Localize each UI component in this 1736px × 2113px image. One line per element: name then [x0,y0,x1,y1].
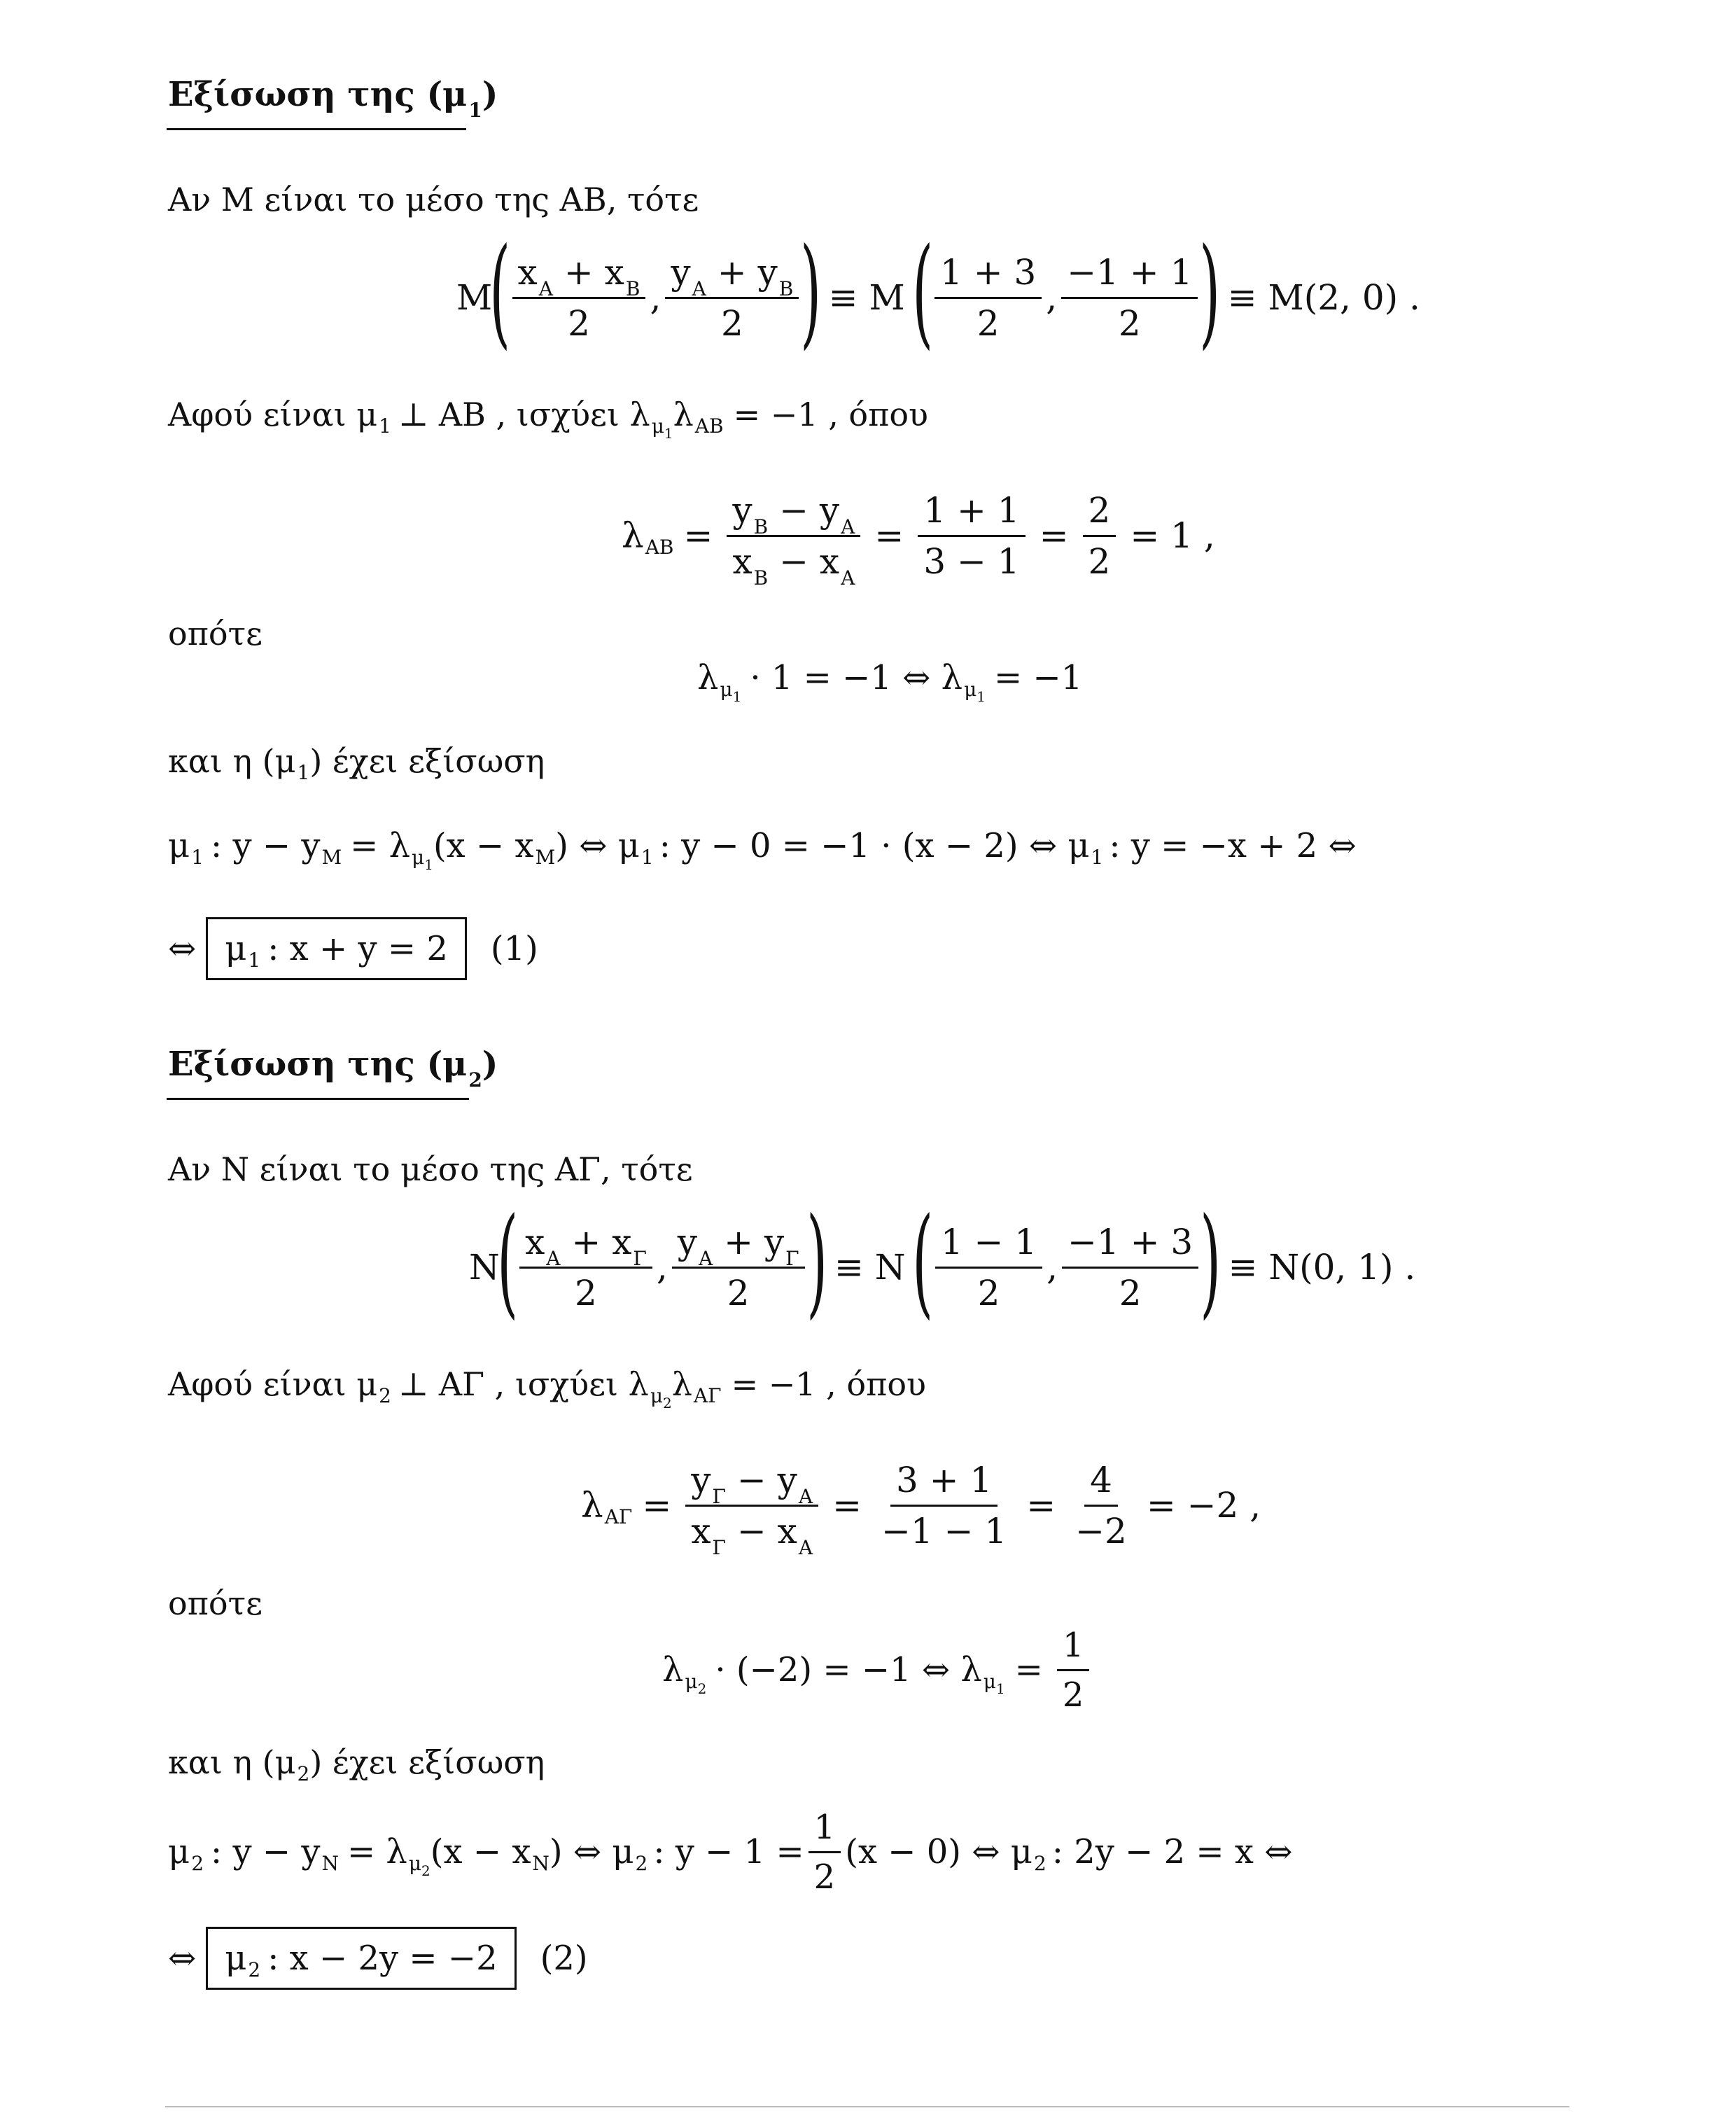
comma: , [656,1247,668,1288]
frac-num: $y_A + y_B$ [665,252,799,299]
midpoint-n-formula [469,1192,1425,1331]
frac-num: 1 + 1 [918,490,1025,537]
frac-den: 3 − 1 [923,541,1020,582]
frac-den: 2 [1118,302,1141,344]
heading-subscript: 1 [468,99,482,122]
kai-end: ) έχει εξίσωση [309,742,545,780]
line-c: (x − x [433,826,534,865]
slope-ab-formula [622,483,1225,588]
comma: , [1046,1247,1058,1288]
frac-den: 2 [1119,1272,1142,1313]
frac-num: $y_B - y_A$ [727,490,860,537]
frac-slope-simplified: $\frac{4}{-2}$ [1075,1459,1127,1551]
right-paren: ) [1200,1192,1222,1331]
opote-1: οπότε [168,615,262,653]
section-2-intro: Αν N είναι το μέσο της AΓ, τότε [168,1150,693,1188]
heading-subscript: 2 [468,1068,482,1092]
slope-result: = 1 , [1130,515,1215,556]
slope-result: = −2 , [1146,1485,1261,1526]
kai-mu2: και η (μ 2 ) έχει εξίσωση [168,1743,545,1785]
iff: ⇔ [168,929,197,968]
lam-eq-text: · 1 = −1 ⇔ λ [750,658,963,697]
perp-text: Αφού είναι μ [168,1365,378,1403]
equation-number: (2) [540,1939,588,1978]
midpoint-result: ≡ M(2, 0) . [1227,277,1420,318]
equiv-n: ≡ N [834,1247,906,1288]
perp-condition-2: Αφού είναι μ 2 ⊥ AΓ , ισχύει λ $\mu_2$ λ AΓ = −1 , όπου [168,1365,926,1411]
frac-slope-symbolic [685,1459,818,1559]
frac-num: −1 + 3 [1062,1222,1198,1269]
equals: = [683,515,713,556]
perp-tail: ⊥ AB , ισχύει λ [398,396,650,433]
mu2-line-derivation: μ 2 : y − y N = λ $\mu_2$ (x − x N ) ⇔ μ 2 : y − 1 = $\frac{1}{2}$ (x − 0) ⇔ μ 2 : 2y − 2 = x ⇔ [168,1807,1293,1897]
midpoint-result: ≡ N(0, 1) . [1228,1247,1416,1288]
sub-mu1: $\mu_1$ [964,677,986,705]
equals: = [874,515,904,556]
frac-den: 2 [727,1272,750,1313]
frac-num: 1 − 1 [935,1222,1042,1269]
frac-num: 2 [1083,490,1116,537]
comma: , [1046,277,1058,318]
frac-x-val [934,252,1042,344]
boxed-equation-1: μ 1 : x + y = 2 [206,917,467,980]
lambda-mu2-equation: λ $\mu_2$ · (−2) = −1 ⇔ λ $\mu_1$ = $\frac{1}{2}$ [662,1624,1093,1715]
frac-num: $y_\Gamma - y_A$ [685,1460,818,1507]
sub-a: A [538,277,553,300]
section-1-underline [167,128,466,130]
slope-ag-formula: λ AΓ = $\frac{y_\Gamma - y_A}{x_\Gamma - x_A}$ = $\frac{3 + 1}{-1 - 1}$ = $\frac{4}{-2}$ = −2 , [581,1459,1261,1559]
frac-num: −1 + 1 [1061,252,1198,299]
equation-number: (1) [490,929,538,968]
frac-num: $x_A + x_\Gamma$ [519,1222,652,1269]
frac-den: 2 [976,302,1000,344]
lam-eq-text: · (−2) = −1 ⇔ λ [715,1650,982,1689]
frac-num: $y_A + y_\Gamma$ [672,1222,805,1269]
frac-half: $\frac{1}{2}$ [808,1808,841,1897]
equals: = [1039,515,1069,556]
sub-1: 1 [297,760,310,784]
line-e: : y − 0 = −1 · (x − 2) ⇔ μ [659,826,1090,865]
frac-slope-values: $\frac{3 + 1}{-1 - 1}$ [881,1459,1007,1551]
lambda: λ [697,658,719,697]
frac-den: 2 [575,1272,597,1313]
kai-mu1 [168,742,545,784]
section-2-underline [167,1098,469,1100]
frac-x-mid [512,252,646,344]
line-b: = λ [350,826,411,865]
right-paren: ) [1199,223,1221,361]
frac-y-mid [665,252,799,344]
left-paren: ( [496,1192,518,1331]
sub-mu1: $\mu_1$ [720,677,742,705]
point-n: N [469,1247,500,1288]
frac-y-val [1061,252,1198,344]
sub-ab: AB [645,535,674,559]
section-1-heading [168,74,498,120]
sub-b: B [625,277,640,300]
right-paren: ) [806,1192,827,1331]
comma: , [650,277,662,318]
frac-y-val [1062,1222,1198,1313]
line-d: ) ⇔ μ [555,826,640,865]
boxed-equation-2: μ 2 : x − 2y = −2 [206,1927,516,1990]
frac-x-mid [519,1222,652,1313]
frac-den: $x_B - x_A$ [732,541,855,590]
lambda-mu1-equation [697,658,1083,705]
heading-text: Εξίσωση της (μ [168,75,468,114]
footer-rule [165,2106,1569,2107]
frac-num: $x_A + x_B$ [512,252,646,299]
equiv-m: ≡ M [828,277,905,318]
section-2-heading [168,1043,498,1090]
lambda: λ [622,515,644,556]
point-m: M [456,277,493,318]
frac-slope-symbolic [727,489,860,590]
mu1-line-derivation: μ 1 : y − y M = λ $\mu_1$ (x − x M ) ⇔ μ 1 : y − 0 = −1 · (x − 2) ⇔ μ 1 : y = −x + 2 ⇔ [168,826,1357,873]
line-a: : y − y [211,826,321,865]
frac-x-val [935,1222,1042,1313]
lambda: λ [673,396,694,433]
frac-slope-values [918,490,1025,582]
sub-b: B [778,277,794,300]
mu2-result: ⇔ μ 2 : x − 2y = −2 (2) [168,1927,588,1990]
midpoint-m-formula [456,223,1430,361]
perp-condition-1 [168,396,929,442]
left-paren: ( [911,223,933,361]
frac-den: 2 [720,302,743,344]
opote-2: οπότε [168,1584,262,1622]
sub-mu1: $\mu_1$ [651,414,673,442]
heading-close: ) [482,75,498,114]
heading-text: Εξίσωση της (μ [168,1045,468,1084]
lam-eq-result: = −1 [994,658,1083,697]
left-paren: ( [912,1192,934,1331]
frac-den: 2 [1088,541,1111,582]
perp-end: = −1 , όπου [733,396,929,433]
frac-den: 2 [568,302,590,344]
sub-ab: AB [694,414,724,438]
kai-text: και η (μ [168,742,296,780]
frac-den: 2 [977,1272,1000,1313]
frac-y-mid [672,1222,805,1313]
perp-text: Αφού είναι μ [168,396,378,433]
mu1-result [168,917,538,980]
heading-close: ) [482,1045,498,1084]
right-paren: ) [800,223,822,361]
perp-end: = −1 , όπου [731,1365,926,1403]
frac-num: 1 + 3 [934,252,1042,299]
frac-half: $\frac{1}{2}$ [1057,1626,1090,1715]
boxed-text: : x + y = 2 [267,929,448,968]
perp-tail: ⊥ AΓ , ισχύει λ [398,1365,649,1403]
sub-a: A [692,277,706,300]
sub-1: 1 [379,414,391,438]
left-paren: ( [489,223,511,361]
section-1-intro: Αν M είναι το μέσο της AB, τότε [168,181,699,218]
frac-slope-simplified [1083,490,1116,582]
frac-den: $x_\Gamma - x_A$ [691,1510,813,1559]
line-f: : y = −x + 2 ⇔ [1109,826,1357,865]
